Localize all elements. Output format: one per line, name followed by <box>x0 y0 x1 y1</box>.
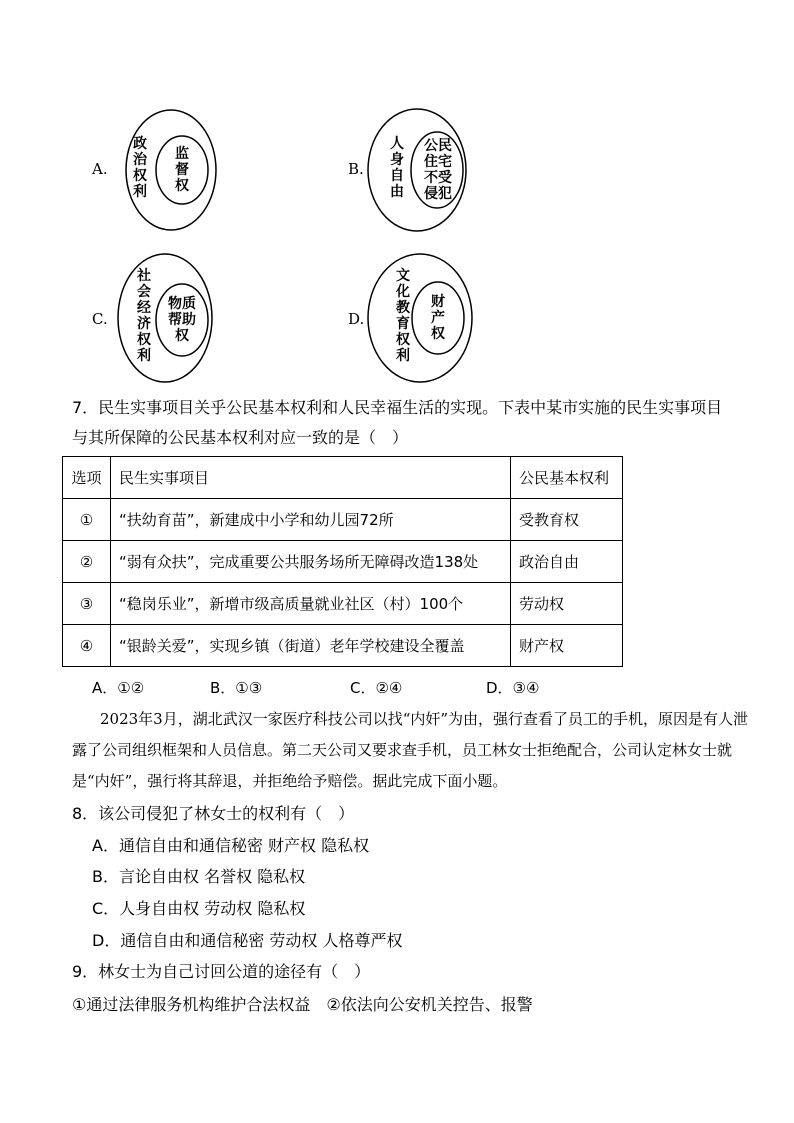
diagram-d-outer-text <box>395 268 411 364</box>
diagram-d-inner-text <box>430 294 446 342</box>
table-row <box>63 583 623 625</box>
table-row <box>63 625 623 667</box>
diagram-d-outer-ellipse <box>368 254 472 382</box>
diagram-b-outer-text <box>389 136 405 200</box>
q7-row1-project: “扶幼育苗”，新建成中小学和幼儿园72所 <box>111 499 511 541</box>
table-row <box>63 499 623 541</box>
diagram-a-inner-text <box>174 146 190 194</box>
q7-stem-line1: 7．民生实事项目关乎公民基本权利和人民幸福生活的实现。下表中某市实施的民生实事项目 <box>72 398 723 417</box>
q7-header-option: 选项 <box>63 457 111 499</box>
q7-choice-d[interactable]: D．③④ <box>486 679 540 697</box>
q7-row2-project: “弱有众扶”，完成重要公共服务场所无障碍改造138处 <box>111 541 511 583</box>
q7-row3-option: ③ <box>63 583 111 625</box>
diagram-c-inner-text <box>166 296 198 344</box>
q7-row3-project: “稳岗乐业”，新增市级高质量就业社区（村）100个 <box>111 583 511 625</box>
q8-choice-c[interactable]: C．人身自由权 劳动权 隐私权 <box>92 899 306 918</box>
q8-choice-a[interactable]: A．通信自由和通信秘密 财产权 隐私权 <box>92 836 370 855</box>
diagram-a-inner-text-value: 监督权 <box>175 146 189 194</box>
q8-stem: 8．该公司侵犯了林女士的权利有（ ） <box>72 804 355 823</box>
q7-row3-right: 劳动权 <box>511 583 623 625</box>
q7-row4-project: “银龄关爱”，实现乡镇（街道）老年学校建设全覆盖 <box>111 625 511 667</box>
q7-row4-option: ④ <box>63 625 111 667</box>
passage-text: 2023年3月，湖北武汉一家医疗科技公司以找“内奸”为由，强行查看了员工的手机，原因是有人泄露了公司组织框架和人员信息。第二天公司又要求查手机，员工林女士拒绝配合，公司认定林女士就是“内奸”，强行将其辞退，并拒绝给予赔偿。据此完成下面小题。 <box>72 710 749 790</box>
diagram-d-outer-text-value: 文化教育权利 <box>396 268 410 364</box>
q8-choice-b[interactable]: B．言论自由权 名誉权 隐私权 <box>92 867 306 886</box>
q7-choice-b[interactable]: B．①③ <box>210 679 263 697</box>
diagram-a-outer-text-value: 政治权利 <box>133 136 147 200</box>
q7-table-header-row <box>63 457 623 499</box>
q7-row2-right: 政治自由 <box>511 541 623 583</box>
q9-stem: 9．林女士为自己讨回公道的途径有（ ） <box>72 962 371 981</box>
diagram-b-outer-text-value: 人身自由 <box>390 136 404 200</box>
diagram-a-label: A. <box>92 160 108 178</box>
diagram-c-outer-text <box>136 268 152 364</box>
q8-choice-d[interactable]: D．通信自由和通信秘密 劳动权 人格尊严权 <box>92 931 403 950</box>
q7-row2-option: ② <box>63 541 111 583</box>
q7-row1-right: 受教育权 <box>511 499 623 541</box>
q7-header-project: 民生实事项目 <box>111 457 511 499</box>
diagram-c-label: C. <box>92 310 108 328</box>
q7-table <box>62 456 623 667</box>
diagram-c-outer-text-value: 社会经济权利 <box>137 268 151 364</box>
diagram-c-inner-text-value: 物质帮助权 <box>168 296 196 344</box>
q9-items: ①通过法律服务机构维护合法权益 ②依法向公安机关控告、报警 <box>72 995 533 1014</box>
q7-choice-c[interactable]: C．②④ <box>350 679 403 697</box>
diagram-d-inner-text-value: 财产权 <box>431 294 445 342</box>
diagram-b-label: B. <box>348 160 364 178</box>
q7-header-right: 公民基本权利 <box>511 457 623 499</box>
q7-row4-right: 财产权 <box>511 625 623 667</box>
q7-stem-line2: 与其所保障的公民基本权利对应一致的是（ ） <box>72 428 409 447</box>
q7-choice-a[interactable]: A．①② <box>92 679 145 697</box>
q7-row1-option: ① <box>63 499 111 541</box>
diagram-d-label: D. <box>348 310 365 328</box>
diagram-b-inner-text-value: 公民住宅不受侵犯 <box>424 138 452 202</box>
diagram-a-outer-text <box>132 136 148 200</box>
table-row <box>63 541 623 583</box>
diagram-b-inner-text <box>422 138 454 202</box>
